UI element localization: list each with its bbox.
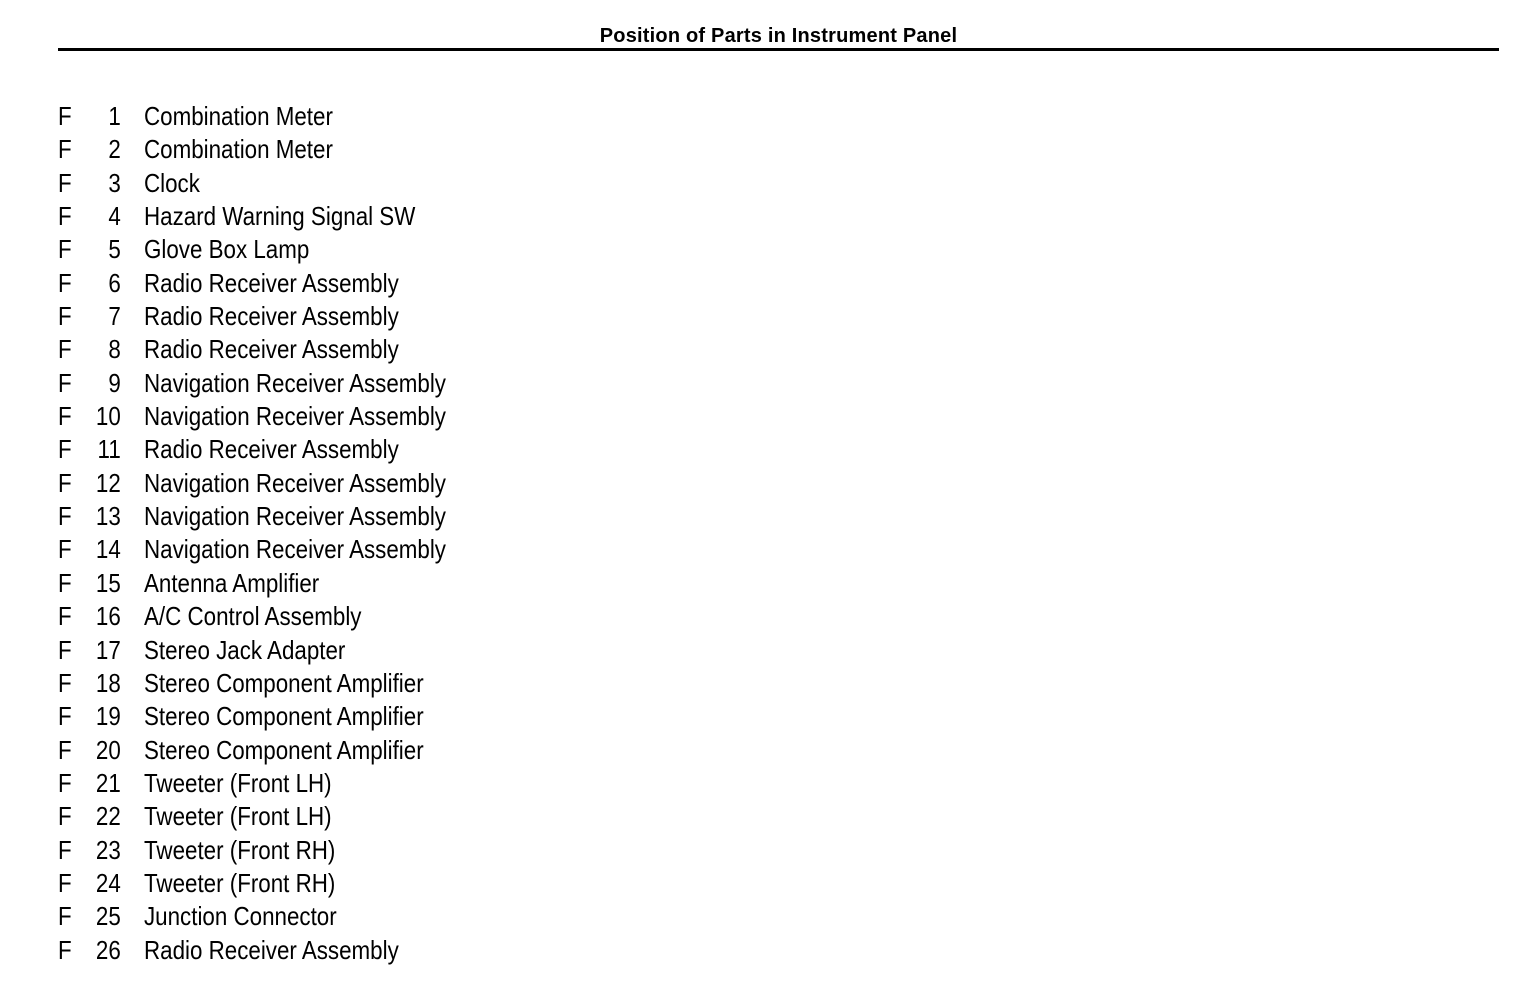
part-name: Stereo Component Amplifier — [144, 734, 424, 765]
part-number: 3 — [108, 167, 121, 198]
part-name: A/C Control Assembly — [144, 601, 362, 632]
part-name: Hazard Warning Signal SW — [144, 201, 416, 232]
list-item — [58, 567, 446, 600]
part-prefix: F — [58, 734, 72, 765]
part-name: Stereo Jack Adapter — [144, 634, 346, 665]
list-item — [58, 333, 446, 366]
part-prefix: F — [58, 201, 72, 232]
part-name: Glove Box Lamp — [144, 234, 310, 265]
part-prefix: F — [58, 901, 72, 932]
list-item — [58, 734, 446, 767]
list-item — [58, 634, 446, 667]
part-name: Tweeter (Front LH) — [144, 801, 332, 832]
part-prefix: F — [58, 467, 72, 498]
list-item — [58, 533, 446, 566]
part-prefix: F — [58, 667, 72, 698]
part-name: Navigation Receiver Assembly — [144, 501, 446, 532]
part-prefix: F — [58, 101, 72, 131]
part-name: Navigation Receiver Assembly — [144, 534, 446, 565]
part-prefix: F — [58, 567, 72, 598]
part-prefix: F — [58, 701, 72, 732]
part-prefix: F — [58, 867, 72, 898]
part-name: Clock — [144, 167, 200, 198]
part-prefix: F — [58, 434, 72, 465]
part-number: 13 — [95, 501, 121, 532]
list-item — [58, 133, 446, 166]
part-name: Radio Receiver Assembly — [144, 434, 399, 465]
part-name: Navigation Receiver Assembly — [144, 467, 446, 498]
part-number: 4 — [108, 201, 121, 232]
part-prefix: F — [58, 234, 72, 265]
list-item — [58, 167, 446, 200]
list-item — [58, 600, 446, 633]
part-name: Antenna Amplifier — [144, 567, 320, 598]
list-item — [58, 667, 446, 700]
list-item — [58, 834, 446, 867]
list-item — [58, 200, 446, 233]
part-prefix: F — [58, 167, 72, 198]
part-number: 19 — [95, 701, 121, 732]
page-title: Position of Parts in Instrument Panel — [599, 25, 958, 47]
list-item — [58, 767, 446, 800]
list-item — [58, 867, 446, 900]
part-prefix: F — [58, 134, 72, 165]
part-name: Radio Receiver Assembly — [144, 334, 399, 365]
part-number: 25 — [95, 901, 121, 932]
part-number: 15 — [95, 567, 121, 598]
part-name: Combination Meter — [144, 101, 333, 131]
part-number: 24 — [95, 867, 121, 898]
part-number: 16 — [95, 601, 121, 632]
list-item — [58, 233, 446, 266]
part-number: 10 — [95, 401, 121, 432]
part-number: 9 — [108, 367, 121, 398]
list-item — [58, 400, 446, 433]
part-number: 20 — [95, 734, 121, 765]
part-name: Tweeter (Front RH) — [144, 867, 336, 898]
part-number: 5 — [108, 234, 121, 265]
list-item — [58, 700, 446, 733]
part-number: 2 — [108, 134, 121, 165]
part-number: 23 — [95, 834, 121, 865]
list-item — [58, 267, 446, 300]
part-prefix: F — [58, 334, 72, 365]
part-name: Radio Receiver Assembly — [144, 934, 399, 965]
list-item — [58, 500, 446, 533]
part-prefix: F — [58, 301, 72, 332]
list-item — [58, 433, 446, 466]
list-item — [58, 300, 446, 333]
part-number: 6 — [108, 267, 121, 298]
list-item — [58, 800, 446, 833]
part-number: 14 — [95, 534, 121, 565]
part-name: Radio Receiver Assembly — [144, 301, 399, 332]
part-prefix: F — [58, 401, 72, 432]
part-prefix: F — [58, 267, 72, 298]
title-divider — [58, 48, 1499, 51]
list-item — [58, 934, 446, 967]
part-name: Combination Meter — [144, 134, 333, 165]
part-name: Navigation Receiver Assembly — [144, 367, 446, 398]
part-name: Stereo Component Amplifier — [144, 701, 424, 732]
part-number: 17 — [95, 634, 121, 665]
part-prefix: F — [58, 601, 72, 632]
part-prefix: F — [58, 534, 72, 565]
part-number: 1 — [108, 101, 121, 131]
part-number: 22 — [95, 801, 121, 832]
part-name: Tweeter (Front LH) — [144, 767, 332, 798]
part-number: 11 — [97, 434, 121, 465]
part-prefix: F — [58, 634, 72, 665]
part-name: Radio Receiver Assembly — [144, 267, 399, 298]
part-number: 8 — [108, 334, 121, 365]
list-item — [58, 367, 446, 400]
list-item — [58, 467, 446, 500]
part-name: Navigation Receiver Assembly — [144, 401, 446, 432]
part-prefix: F — [58, 767, 72, 798]
part-prefix: F — [58, 501, 72, 532]
part-number: 7 — [108, 301, 121, 332]
part-name: Junction Connector — [144, 901, 337, 932]
part-number: 21 — [95, 767, 121, 798]
part-prefix: F — [58, 367, 72, 398]
part-number: 26 — [95, 934, 121, 965]
list-item — [58, 900, 446, 933]
list-item — [58, 100, 446, 133]
part-name: Stereo Component Amplifier — [144, 667, 424, 698]
part-prefix: F — [58, 934, 72, 965]
parts-list — [58, 100, 509, 967]
part-number: 12 — [95, 467, 121, 498]
part-name: Tweeter (Front RH) — [144, 834, 336, 865]
part-number: 18 — [95, 667, 121, 698]
part-prefix: F — [58, 801, 72, 832]
part-prefix: F — [58, 834, 72, 865]
